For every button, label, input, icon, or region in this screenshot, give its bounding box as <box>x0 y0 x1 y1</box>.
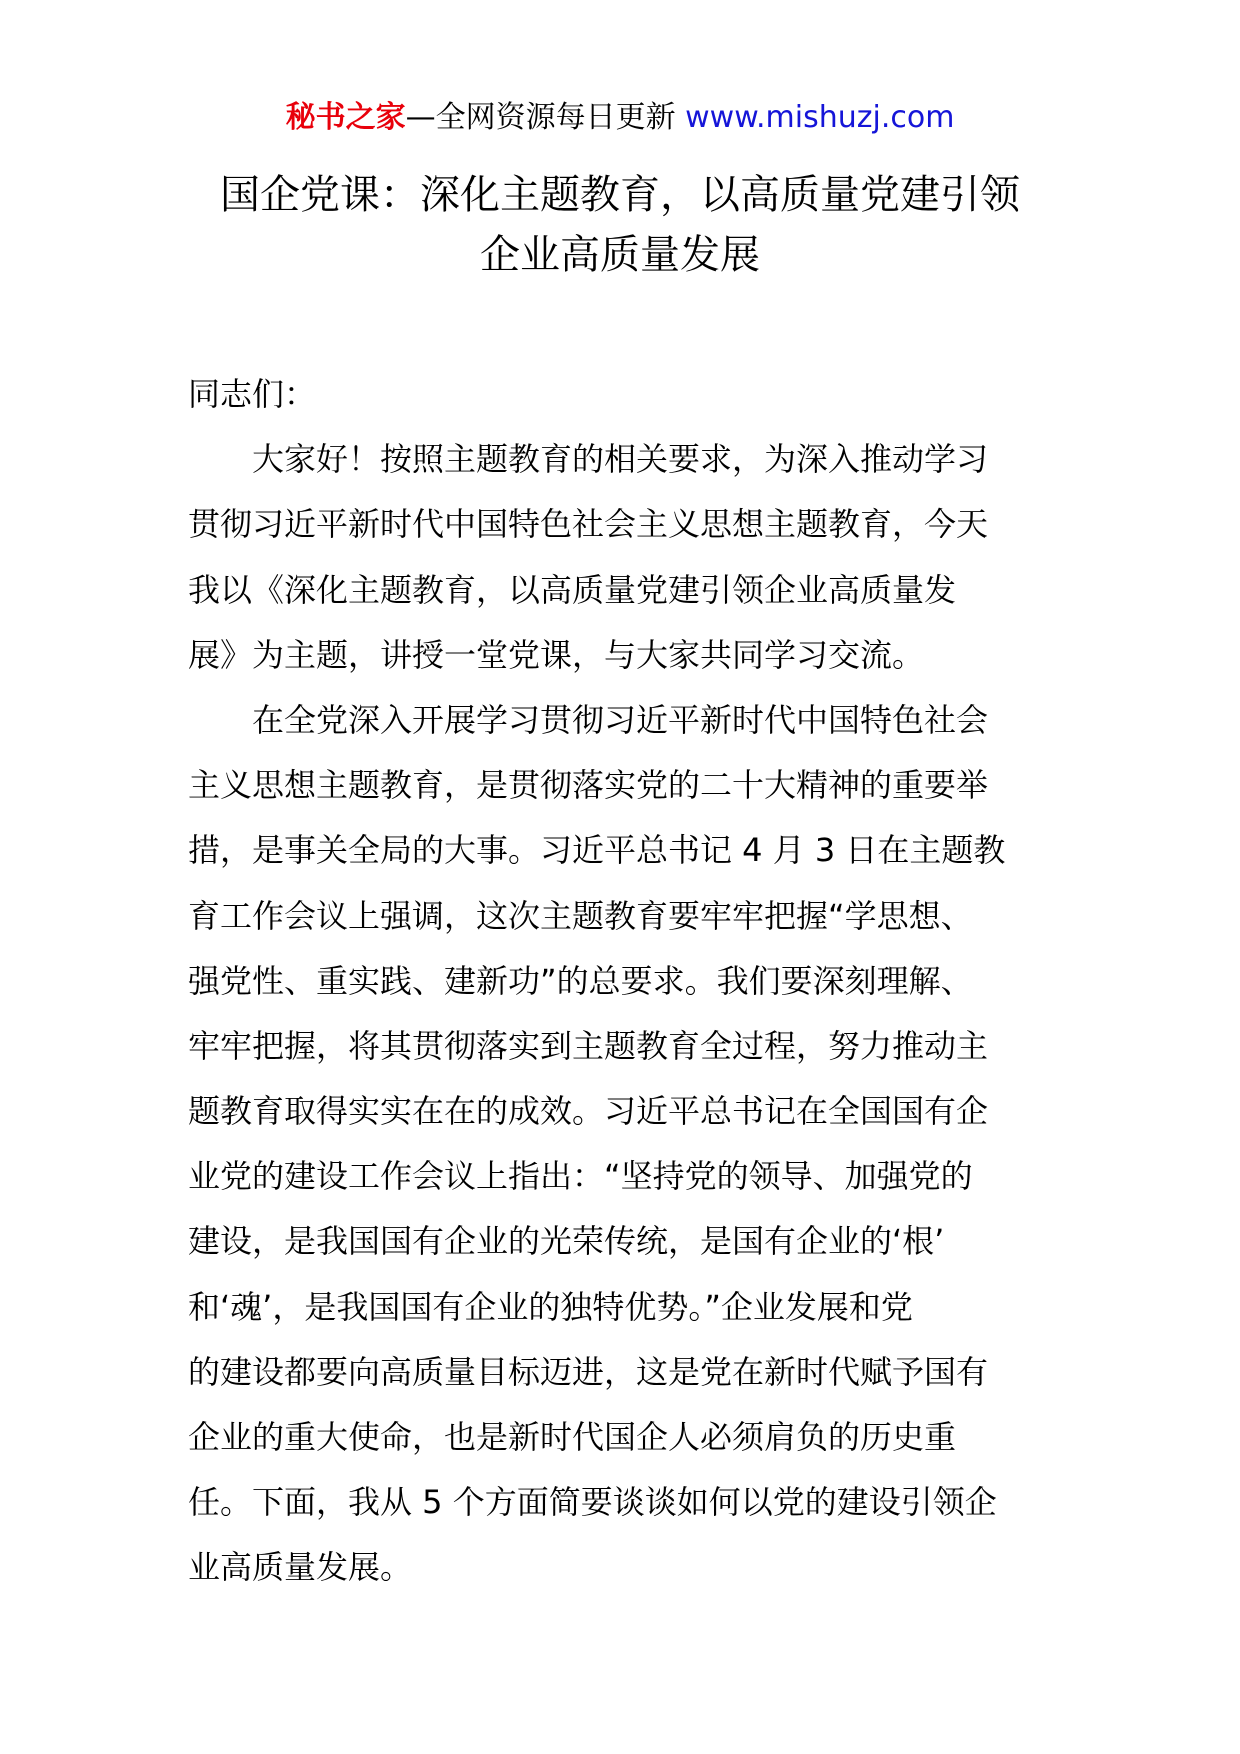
brand-name: 秘书之家 <box>285 100 406 135</box>
body-line: 的建设都要向高质量目标迈进，这是党在新时代赋予国有 <box>188 1352 989 1391</box>
body-line: 在全党深入开展学习贯彻习近平新时代中国特色社会 <box>188 700 989 739</box>
header-tagline: —全网资源每日更新 <box>405 100 676 135</box>
site-url-link[interactable]: www.mishuzj.com <box>685 100 955 135</box>
body-line: 育工作会议上强调，这次主题教育要牢牢把握“学思想、 <box>188 896 973 935</box>
body-line: 措，是事关全局的大事。习近平总书记 4 月 3 日在主题教 <box>188 831 1006 870</box>
salutation: 同志们： <box>188 375 317 413</box>
body-line: 牢牢把握，将其贯彻落实到主题教育全过程，努力推动主 <box>188 1026 989 1065</box>
body-line: 展》为主题，讲授一堂党课，与大家共同学习交流。 <box>188 635 925 674</box>
title-line-2: 企业高质量发展 <box>480 232 760 278</box>
body-line: 大家好！按照主题教育的相关要求，为深入推动学习 <box>188 440 989 479</box>
body-line: 强党性、重实践、建新功”的总要求。我们要深刻理解、 <box>188 961 973 1000</box>
body-line: 业高质量发展。 <box>188 1548 413 1587</box>
body-line: 我以《深化主题教育，以高质量党建引领企业高质量发 <box>188 570 957 609</box>
title-line-1: 国企党课：深化主题教育，以高质量党建引领 <box>220 172 1020 218</box>
body-line: 企业的重大使命，也是新时代国企人必须肩负的历史重 <box>188 1418 957 1456</box>
body-line: 建设，是我国国有企业的光荣传统，是国有企业的‘根’ <box>188 1222 945 1261</box>
body-line: 业党的建设工作会议上指出：“坚持党的领导、加强党的 <box>188 1157 973 1196</box>
body-line: 贯彻习近平新时代中国特色社会主义思想主题教育，今天 <box>188 505 989 544</box>
body-line: 题教育取得实实在在的成效。习近平总书记在全国国有企 <box>188 1092 989 1131</box>
site-header <box>0 98 1240 138</box>
document-body <box>188 362 1058 1601</box>
document-title <box>120 165 1120 285</box>
body-line: 和‘魂’，是我国国有企业的独特优势。”企业发展和党 <box>188 1287 913 1326</box>
body-line: 主义思想主题教育，是贯彻落实党的二十大精神的重要举 <box>188 766 989 805</box>
body-line: 任。下面，我从 5 个方面简要谈谈如何以党的建设引领企 <box>188 1483 997 1522</box>
